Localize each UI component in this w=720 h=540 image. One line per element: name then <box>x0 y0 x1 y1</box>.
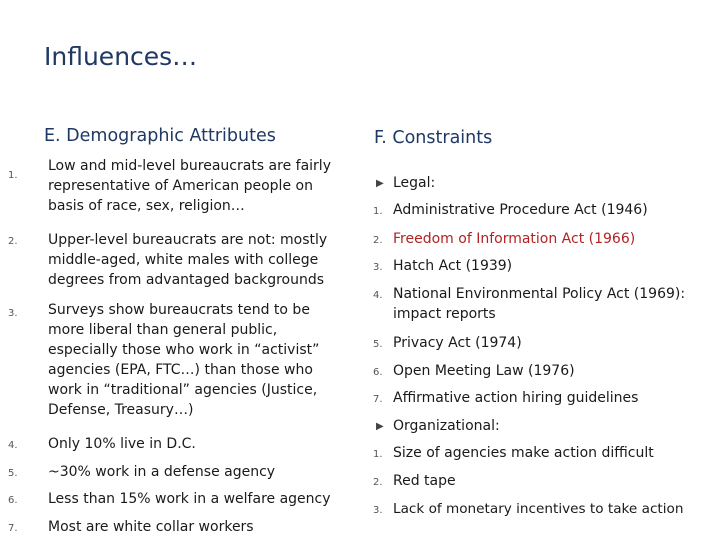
organizational-label: Organizational: <box>393 418 500 434</box>
list-number: 1. <box>8 170 18 181</box>
list-item: Size of agencies make action difficult <box>393 445 654 461</box>
list-number: 2. <box>373 235 383 246</box>
legal-label: Legal: <box>393 175 436 191</box>
list-number: 5. <box>373 339 383 350</box>
triangle-right-icon: ▶ <box>376 421 384 432</box>
list-number: 5. <box>8 468 18 479</box>
list-item: Surveys show bureaucrats tend to be more liberal than general public, especially those who work in “activist” agencies (EPA, FTC…) than those who work in “traditional” agencies (Justice, Defense, Treasury…) <box>48 302 320 418</box>
list-number: 6. <box>8 495 18 506</box>
list-item: Low and mid-level bureaucrats are fairly representative of American people on basis of race, sex, religion… <box>48 158 331 214</box>
list-number: 3. <box>8 308 18 319</box>
list-item: Hatch Act (1939) <box>393 258 513 274</box>
list-number: 1. <box>373 449 383 460</box>
list-item: National Environmental Policy Act (1969): impact reports <box>393 286 686 322</box>
list-item-highlighted: Freedom of Information Act (1966) <box>393 231 636 247</box>
list-number: 1. <box>373 206 383 217</box>
list-number: 4. <box>8 440 18 451</box>
list-item: Less than 15% work in a welfare agency <box>48 491 331 507</box>
list-number: 2. <box>8 236 18 247</box>
list-number: 4. <box>373 290 383 301</box>
triangle-right-icon: ▶ <box>376 178 384 189</box>
list-item: Affirmative action hiring guidelines <box>393 390 639 406</box>
list-number: 3. <box>373 262 383 273</box>
list-number: 6. <box>373 367 383 378</box>
left-heading: E. Demographic Attributes <box>44 126 276 146</box>
list-number: 2. <box>373 477 383 488</box>
right-heading: F. Constraints <box>374 128 493 148</box>
list-number: 7. <box>373 394 383 405</box>
list-number: 7. <box>8 523 18 534</box>
list-item: Privacy Act (1974) <box>393 335 522 351</box>
list-item: ~30% work in a defense agency <box>48 464 276 480</box>
list-item: Administrative Procedure Act (1946) <box>393 202 648 218</box>
list-item: Only 10% live in D.C. <box>48 436 196 452</box>
slide-title: Influences… <box>44 42 198 71</box>
list-item: Most are white collar workers <box>48 519 254 535</box>
list-item: Lack of monetary incentives to take action <box>393 501 684 517</box>
list-item: Open Meeting Law (1976) <box>393 363 575 379</box>
list-item: Red tape <box>393 473 456 489</box>
list-number: 3. <box>373 505 383 516</box>
list-item: Upper-level bureaucrats are not: mostly middle-aged, white males with college degrees from advantaged backgrounds <box>48 232 328 288</box>
